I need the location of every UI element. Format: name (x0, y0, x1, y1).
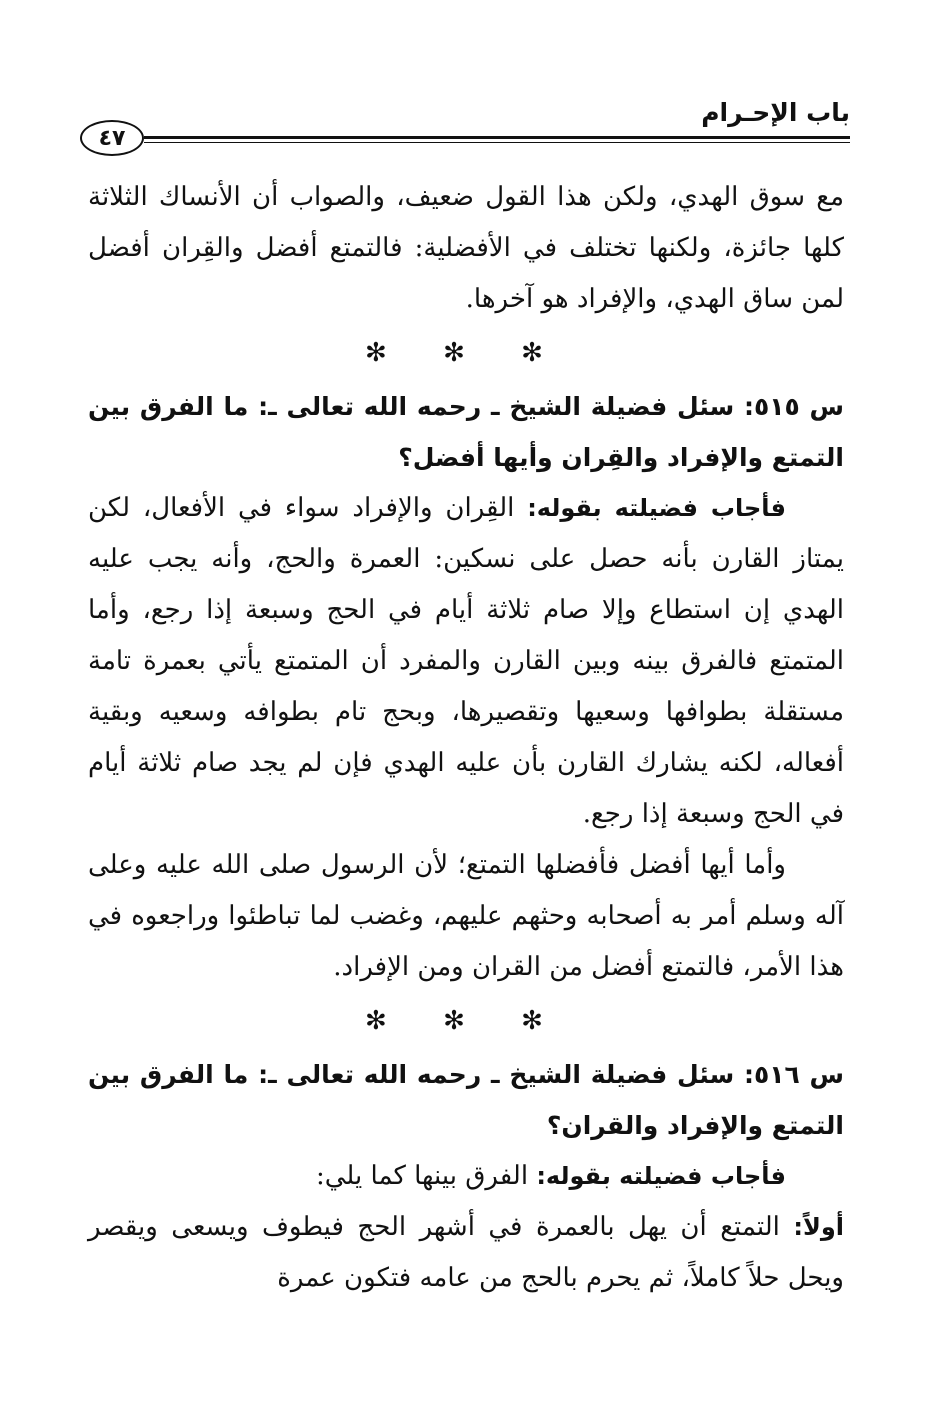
list-item-lead: أولاً: (793, 1213, 844, 1241)
answer-lead: فأجاب فضيلته بقوله: (536, 1162, 786, 1190)
question-516: س ٥١٦: سئل فضيلة الشيخ ـ رحمه الله تعالى ـ: ما الفرق بين التمتع والإفراد والقران؟ (88, 1060, 845, 1140)
page-body (88, 172, 844, 1304)
answer-515 (88, 483, 844, 840)
answer-text: القِران والإفراد سواء في الأفعال، لكن يمتاز القارن بأنه حصل على نسكين: العمرة والحج، وأنه يجب عليه الهدي إن استطاع وإلا صام ثلاثة أيام في الحج وسبعة إذا رجع، وأما المتمتع فالفرق بينه وبين القارن والمفرد أن المتمتع يأتي بعمرة تامة مستقلة بطوافها وسعيها وتقصيرها، وبحج تام بطوافه وسعيه وبقية أفعاله، لكنه يشارك القارن بأن عليه الهدي فإن لم يجد صام ثلاثة أيام في الحج وسبعة إذا رجع. (88, 493, 844, 829)
header-rule (144, 136, 850, 139)
header-rule-thin (144, 142, 850, 143)
paragraph: وأما أيها أفضل فأفضلها التمتع؛ لأن الرسول صلى الله عليه وعلى آله وسلم أمر به أصحابه وحثهم عليهم، وغضب لما تباطئوا وراجعوه في هذا الأمر، فالتمتع أفضل من القران ومن الإفراد. (88, 850, 844, 982)
section-separator: ✻ ✻ ✻ (365, 338, 567, 368)
list-item-first (88, 1202, 844, 1304)
answer-516 (88, 1151, 844, 1202)
question-515: س ٥١٥: سئل فضيلة الشيخ ـ رحمه الله تعالى ـ: ما الفرق بين التمتع والإفراد والقِران وأيها أفضل؟ (88, 392, 845, 472)
answer-lead: فأجاب فضيلته بقوله: (527, 494, 786, 522)
section-separator: ✻ ✻ ✻ (365, 1006, 567, 1036)
paragraph: مع سوق الهدي، ولكن هذا القول ضعيف، والصواب أن الأنساك الثلاثة كلها جائزة، ولكنها تختلف في الأفضلية: فالتمتع أفضل والقِران أفضل لمن ساق الهدي، والإفراد هو آخرها. (88, 182, 844, 314)
chapter-title: باب الإحـرام (701, 98, 850, 127)
page-number: ٤٧ (80, 120, 144, 156)
list-item-text: التمتع أن يهل بالعمرة في أشهر الحج فيطوف ويسعى ويقصر ويحل حلاً كاملاً، ثم يحرم بالحج من عامه فتكون عمرة (88, 1212, 844, 1293)
page-header (80, 98, 850, 158)
answer-text: الفرق بينها كما يلي: (316, 1161, 537, 1191)
